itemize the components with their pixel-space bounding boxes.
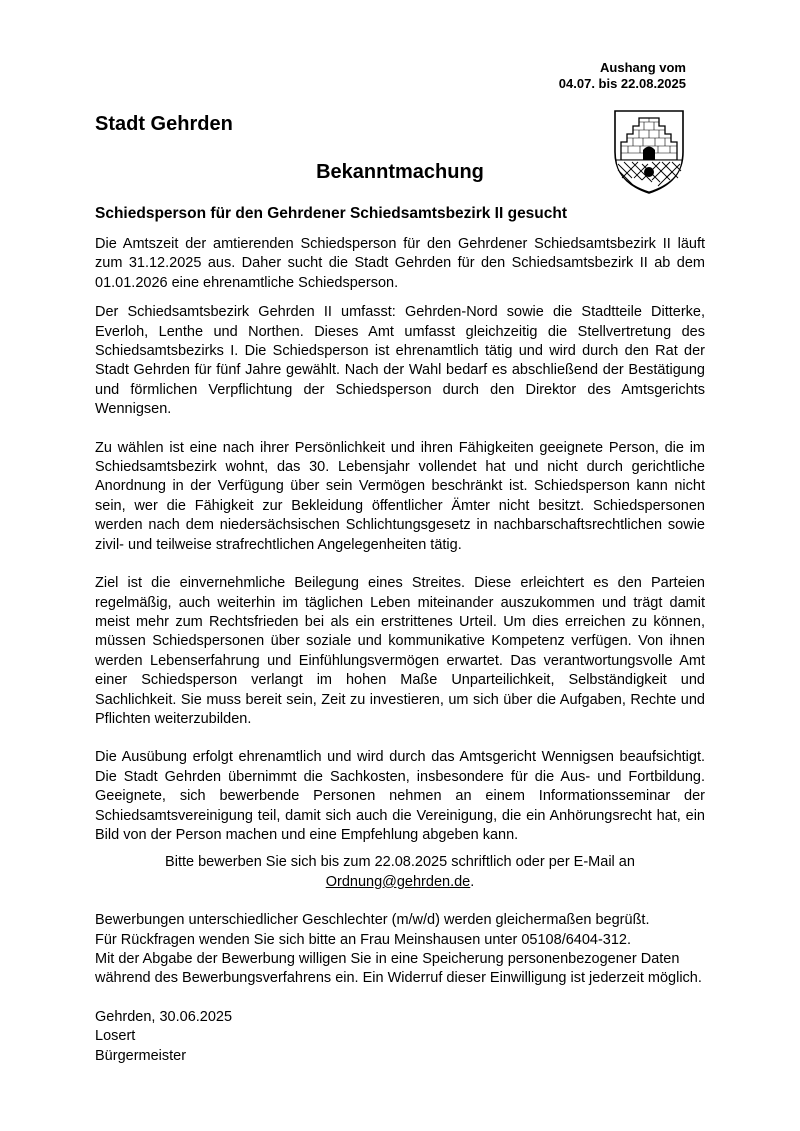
closing-privacy-note: Mit der Abgabe der Bewerbung willigen Sie in eine Speicherung personenbezogener Daten während des Bewerbungsverfahrens ein. Ein Widerruf dieser Einwilligung ist jederzeit möglich.	[95, 951, 702, 987]
application-call	[95, 853, 705, 892]
paragraph-supervision: Die Ausübung erfolgt ehrenamtlich und wird durch das Amtsgericht Wennigsen beaufsichtigt. Die Stadt Gehrden übernimmt die Sachkosten, insbesondere für die Aus- und Fortbildung. Geeignete, sich bewerbende Personen nehmen an einem Informationsseminar der Schiedsamtsvereinigung teil, damit sich auch die Vereinigung, die ein Anhörungsrecht hat, ein Bild von der Person machen und eine Empfehlung abgeben kann.	[95, 749, 705, 843]
signature-role: Bürgermeister	[95, 1047, 187, 1064]
signature-name: Losert	[95, 1028, 136, 1045]
paragraph-goal: Ziel ist die einvernehmliche Beilegung eines Streites. Diese erleichtert es den Parteien regelmäßig, auch weiterhin im täglichen Leben miteinander auszukommen und trägt damit meist mehr zum Rechtsfrieden bei als ein erstrittenes Urteil. Um dies erreichen zu können, müssen Schiedspersonen über soziale und kommunikative Kompetenz verfügen. Von ihnen werden Lebenserfahrung und Einfühlungsvermögen erwartet. Das verantwortungsvolle Amt einer Schiedsperson verlangt im hohen Maße Unparteilichkeit, Selbständigkeit und Sachlichkeit. Sie muss bereit sein, Zeit zu investieren, um sich über die Aufgaben, Rechte und Pflichten weiterzubilden.	[95, 575, 705, 727]
closing-notes	[95, 911, 705, 989]
page-title: Bekanntmachung	[316, 161, 484, 183]
paragraph-requirements: Zu wählen ist eine nach ihrer Persönlichkeit und ihren Fähigkeiten geeignete Person, die im Schiedsamtsbezirk wohnt, das 30. Lebensjahr vollendet hat und nicht durch gerichtliche Anordnung in der Verfügung über sein Vermögen beschränkt ist. Schiedsperson kann nicht sein, wer die Fähigkeit zur Bekleidung öffentlicher Ämter nicht besitzt. Schiedspersonen werden nach dem niedersächsischen Schlichtungsgesetz in nachbarschaftsrechtlichen sowie zivil- und teilweise strafrechtlichen Angelegenheiten tätig.	[95, 439, 705, 553]
posting-period-label: Aushang vom	[600, 60, 686, 75]
paragraph-district: Der Schiedsamtsbezirk Gehrden II umfasst: Gehrden-Nord sowie die Stadtteile Ditterke, Everloh, Lenthe und Northen. Dieses Amt umfasst gleichzeitig die Stellvertretung des Schiedsamtsbezirks I. Die Schiedsperson ist ehrenamtlich tätig und wird durch den Rat der Stadt Gehrden für fünf Jahre gewählt. Nach der Wahl bedarf es abschließend der Bestätigung und förmlichen Verpflichtung der Schiedsperson durch den Direktor des Amtsgerichts Wennigsen.	[95, 304, 705, 418]
closing-equality-note: Bewerbungen unterschiedlicher Geschlechter (m/w/d) werden gleichermaßen begrüßt.	[95, 912, 650, 929]
application-call-suffix: .	[470, 873, 475, 890]
application-call-text: Bitte bewerben Sie sich bis zum 22.08.2025 schriftlich oder per E-Mail an	[165, 854, 635, 871]
posting-period-dates: 04.07. bis 22.08.2025	[558, 76, 686, 91]
paragraph-term-of-office: Die Amtszeit der amtierenden Schiedsperson für den Gehrdener Schiedsamtsbezirk II läuft zum 31.12.2025 aus. Daher sucht die Stadt Gehrden für den Schiedsamtsbezirk II ab dem 01.01.2026 eine ehrenamtliche Schiedsperson.	[95, 236, 705, 291]
closing-contact-note: Für Rückfragen wenden Sie sich bitte an Frau Meinshausen unter 05108/6404-312.	[95, 931, 632, 948]
signature-place-date: Gehrden, 30.06.2025	[95, 1008, 233, 1025]
signature-block	[95, 1008, 705, 1066]
announcement-body	[95, 235, 705, 1066]
posting-period-notice	[559, 60, 686, 92]
city-name: Stadt Gehrden	[95, 113, 233, 135]
email-link[interactable]: Ordnung@gehrden.de	[325, 873, 471, 890]
subject-heading: Schiedsperson für den Gehrdener Schiedsamtsbezirk II gesucht	[95, 205, 568, 222]
